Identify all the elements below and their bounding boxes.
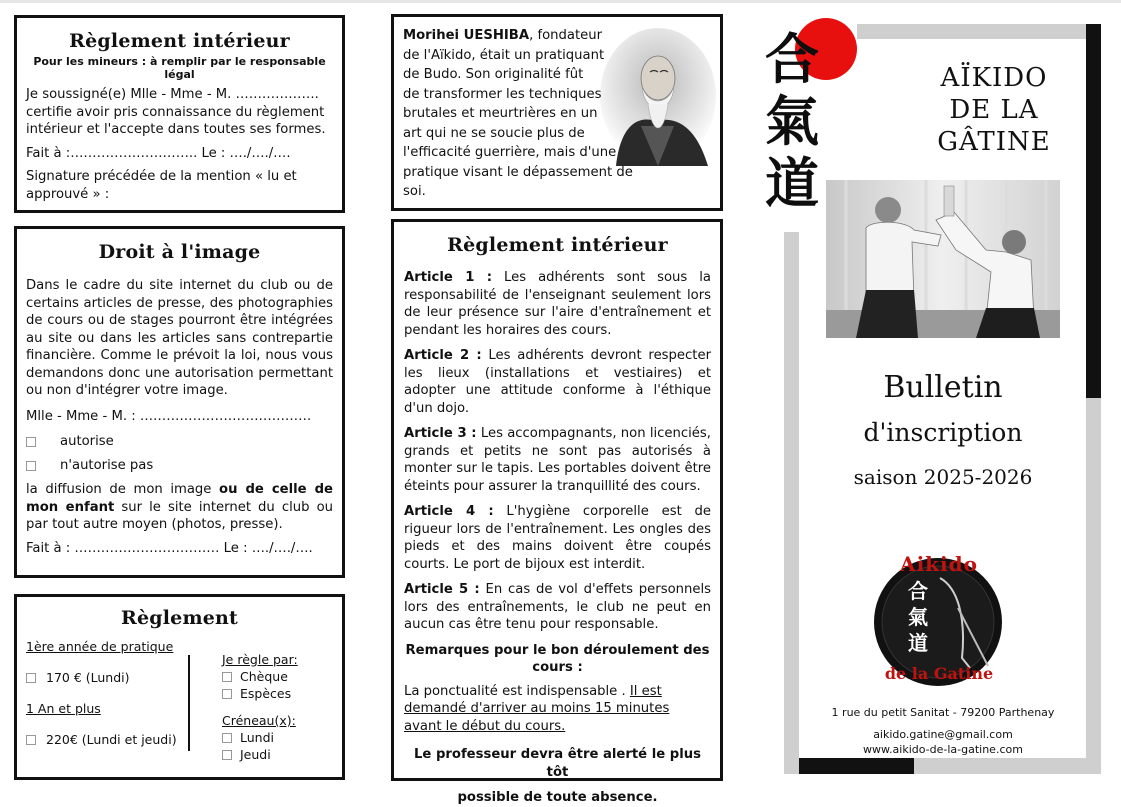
rule-article-label: Article 4 :	[404, 504, 494, 519]
option-refuse[interactable]	[26, 458, 333, 473]
cover-gray-bar-left-top	[784, 232, 799, 400]
alert-line-2: possible de toute absence.	[457, 790, 658, 805]
kanji-ai: 合	[765, 27, 819, 91]
pay-cash-label: Espèces	[240, 686, 292, 701]
club-name-line3: GÂTINE	[937, 127, 1051, 157]
slot-monday[interactable]	[222, 729, 298, 746]
rule-article	[404, 503, 711, 573]
page-top-line	[0, 0, 1121, 3]
bulletin-word: Bulletin	[883, 370, 1003, 405]
checkbox-monday[interactable]	[222, 733, 232, 743]
payment-divider	[188, 655, 190, 751]
rule-article	[404, 425, 711, 495]
checkbox-cash[interactable]	[222, 689, 232, 699]
address: 1 rue du petit Sanitat - 79200 Parthenay	[831, 706, 1055, 719]
contact-block	[828, 705, 1058, 757]
image-rights-body: Dans le cadre du site internet du club ou de certains articles de presse, des photographies de cours ou de stages pourront être intégrées au site ou dans les articles sans contrepartie financière. Comme le prévoit la loi, nous vous demandons donc une autorisation permettant ou non d'intégrer votre image.	[26, 278, 333, 398]
cover-gray-frame-bottom	[914, 758, 1101, 774]
rule-article-label: Article 1 :	[404, 270, 493, 285]
minors-certify: certifie avoir pris connaissance du règlement intérieur et l'accepte dans toutes ses formes.	[26, 104, 326, 137]
season-label: saison 2025-2026	[853, 465, 1033, 489]
club-name	[918, 62, 1070, 158]
remarks-text	[404, 683, 700, 736]
option-authorize-label: autorise	[60, 434, 114, 449]
first-year-label: 1ère année de pratique	[26, 639, 174, 654]
image-rights-fait: Fait à : …………………………… Le : …./…./….	[26, 540, 313, 556]
inscription-word: d'inscription	[863, 418, 1023, 447]
image-rights-tail	[26, 481, 333, 534]
minors-signature: Signature précédée de la mention « lu et approuvé » :	[26, 169, 297, 202]
rule-article-text: Les adhérents sont sous la responsabilité de l'enseignant seulement lors de leur présence sur l'aire d'entraînement et pendant les horaires des cours.	[404, 270, 711, 338]
founder-name: Morihei UESHIBA	[403, 28, 530, 43]
cover-gray-frame-top	[857, 24, 1101, 39]
minors-rules-subtitle: Pour les mineurs : à remplir par le responsable légal	[33, 55, 326, 81]
checkbox-220[interactable]	[26, 735, 36, 745]
image-rights-name-line: Mlle - Mme - M. : …………………………………	[26, 408, 312, 424]
founder-description: , fondateur de l'Aïkido, était un pratiquant de Budo. Son originalité fût de transformer les techniques brutales et meurtrières en un art qui ne se soucie plus de l'efficacité guerrière, mais d'une pratique visant le dépassement de soi.	[403, 28, 633, 199]
rules-title: Règlement intérieur	[447, 234, 668, 256]
bulletin-title	[830, 366, 1056, 498]
club-name-line1: AÏKIDO	[940, 63, 1048, 93]
payment-title: Règlement	[120, 607, 239, 629]
website-link[interactable]: www.aikido-de-la-gatine.com	[863, 743, 1023, 756]
slot-thursday-label: Jeudi	[240, 747, 271, 762]
rule-article-text: Les accompagnants, non licenciés, grands et petits ne sont pas autorisés à monter sur le tapis. Les portables doivent être éteints pour assurer la tranquillité des cours.	[404, 426, 711, 494]
image-rights-title: Droit à l'image	[98, 241, 261, 263]
club-logo	[870, 548, 1006, 690]
founder-box	[391, 14, 723, 211]
training-photo	[826, 180, 1060, 338]
price-first-year[interactable]	[26, 670, 177, 685]
checkbox-thursday[interactable]	[222, 750, 232, 760]
rule-article-text: Les adhérents devront respecter les lieux (installations et vestiaires) et adopter une attitude conforme à l'éthique d'un dojo.	[404, 348, 711, 416]
rule-article-text: L'hygiène corporelle est de rigueur lors de l'entraînement. Les ongles des pieds et des mains doivent être coupés courts. Le port de bijoux est interdit.	[404, 504, 711, 572]
kanji-column	[752, 28, 832, 214]
club-name-line2: DE LA	[949, 95, 1039, 125]
checkbox-authorize[interactable]	[26, 437, 36, 447]
training-photo-image	[826, 180, 1060, 338]
cover-gray-bar-left	[784, 400, 799, 774]
slot-thursday[interactable]	[222, 746, 298, 763]
pay-cash[interactable]	[222, 685, 298, 702]
minors-fait: Fait à :……………………….. Le : …./…./….	[26, 145, 291, 161]
rule-article	[404, 581, 711, 634]
pay-cheque[interactable]	[222, 668, 298, 685]
kanji-do: 道	[765, 151, 819, 215]
logo-text-top: Aikido	[900, 552, 978, 576]
option-authorize[interactable]	[26, 434, 333, 449]
price-plus-year-label: 220€ (Lundi et jeudi)	[46, 732, 177, 747]
alert-line-1: Le professeur devra être alerté le plus tôt	[414, 747, 701, 780]
rule-article	[404, 347, 711, 417]
checkbox-170[interactable]	[26, 673, 36, 683]
option-refuse-label: n'autorise pas	[60, 458, 154, 473]
logo-kanji: 合氣道	[908, 579, 928, 655]
rules-articles	[404, 269, 711, 634]
kanji-ki: 氣	[765, 89, 819, 153]
tail-part-c: sur le site internet du club ou par tout autre moyen (photos, presse).	[26, 499, 333, 532]
remarks-part-b: Il est demandé d'arriver au moins 15 minutes avant le début du cours.	[404, 683, 670, 734]
tail-part-a: la diffusion de mon image	[26, 482, 220, 497]
tail-part-bold: ou de celle de mon enfant	[26, 482, 333, 515]
rule-article-label: Article 3 :	[404, 426, 477, 441]
remarks-title: Remarques pour le bon déroulement des cours :	[405, 642, 710, 675]
email-link[interactable]: aikido.gatine@gmail.com	[873, 728, 1013, 741]
rules-box	[391, 219, 723, 805]
price-plus-year[interactable]	[26, 732, 177, 747]
pay-by-label: Je règle par:	[222, 652, 298, 667]
pay-cheque-label: Chèque	[240, 669, 288, 684]
slot-monday-label: Lundi	[240, 730, 274, 745]
checkbox-refuse[interactable]	[26, 461, 36, 471]
rule-article-label: Article 5 :	[404, 582, 480, 597]
payment-box	[14, 594, 345, 780]
rule-article-label: Article 2 :	[404, 348, 482, 363]
image-rights-box	[14, 226, 345, 578]
price-first-year-label: 170 € (Lundi)	[46, 670, 130, 685]
remarks-part-a: La ponctualité est indispensable .	[404, 683, 630, 699]
minors-rules-box	[14, 15, 345, 213]
cover-black-bar-bottom	[784, 758, 914, 774]
plus-year-label: 1 An et plus	[26, 701, 101, 716]
checkbox-cheque[interactable]	[222, 672, 232, 682]
minors-rules-title: Règlement intérieur	[69, 30, 290, 52]
minors-name-line: Je soussigné(e) Mlle - Mme - M. ……………….	[26, 87, 319, 102]
rule-article	[404, 269, 711, 339]
slot-label: Créneau(x):	[222, 713, 296, 728]
rule-article-text: En cas de vol d'effets personnels lors des entraînements, le club ne peut en aucun cas être tenu pour responsable.	[404, 582, 712, 632]
cover-black-bar-right	[1086, 24, 1101, 398]
logo-text-bottom: de la Gatine	[884, 664, 994, 683]
